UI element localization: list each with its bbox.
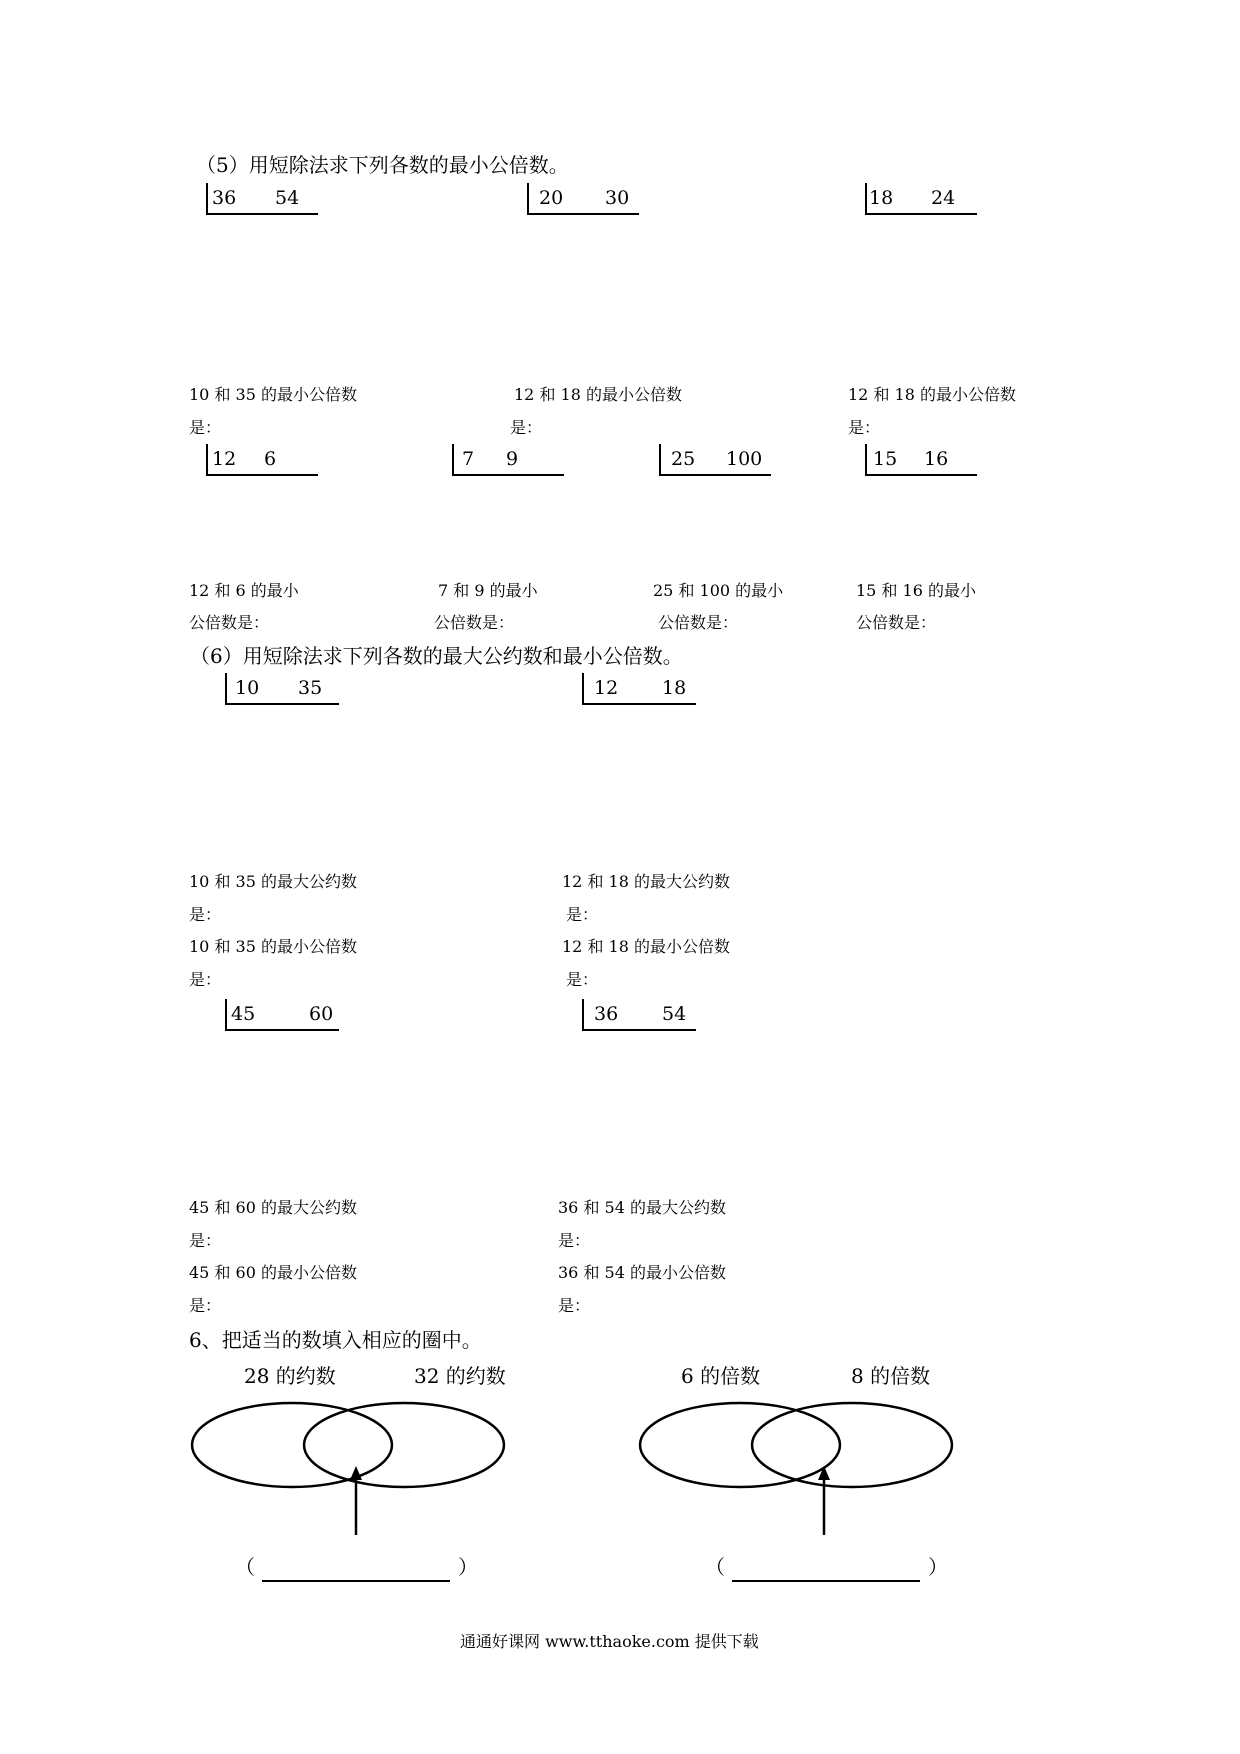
section6-heading: （6）用短除法求下列各数的最大公约数和最小公倍数。 [190, 644, 683, 668]
section5-heading: （5）用短除法求下列各数的最小公倍数。 [196, 153, 569, 177]
short-division-box [527, 183, 639, 215]
division-number-b: 30 [605, 187, 630, 209]
answer-prompt: 是： [510, 418, 543, 437]
answer-prompt: 10 和 35 的最小公倍数 [189, 385, 357, 404]
division-number-a: 45 [231, 1003, 256, 1025]
short-division-box [206, 183, 318, 215]
short-division-box [225, 999, 339, 1031]
answer-prompt: 是： [566, 905, 599, 924]
division-number-b: 6 [264, 448, 277, 470]
short-division-box [865, 444, 977, 476]
answer-prompt: 45 和 60 的最大公约数 [189, 1198, 357, 1217]
division-number-a: 7 [462, 448, 475, 470]
division-number-a: 12 [594, 677, 619, 699]
question6-heading: 6、把适当的数填入相应的圈中。 [189, 1328, 482, 1352]
answer-prompt: 公倍数是： [856, 613, 937, 632]
division-number-a: 12 [212, 448, 237, 470]
answer-prompt: 12 和 18 的最大公约数 [562, 872, 730, 891]
short-division-box [582, 999, 696, 1031]
division-number-b: 54 [275, 187, 300, 209]
answer-prompt: 是： [848, 418, 881, 437]
division-number-a: 15 [873, 448, 898, 470]
venn-diagram [628, 1400, 1008, 1540]
division-number-b: 9 [506, 448, 519, 470]
answer-prompt: 7 和 9 的最小 [438, 581, 538, 600]
division-number-a: 25 [671, 448, 696, 470]
answer-prompt: 12 和 18 的最小公倍数 [562, 937, 730, 956]
division-number-a: 36 [212, 187, 237, 209]
close-paren: ） [928, 1555, 948, 1579]
answer-prompt: 15 和 16 的最小 [856, 581, 976, 600]
answer-prompt: 是： [566, 970, 599, 989]
venn-circle-a [192, 1403, 392, 1487]
arrow-head-icon [818, 1466, 830, 1480]
answer-prompt: 10 和 35 的最小公倍数 [189, 937, 357, 956]
short-division-box [225, 673, 339, 705]
answer-prompt: 是： [189, 1231, 222, 1250]
open-paren: （ [235, 1555, 255, 1579]
answer-blank[interactable] [262, 1580, 450, 1582]
short-division-box [865, 183, 977, 215]
answer-prompt: 是： [189, 970, 222, 989]
answer-prompt: 45 和 60 的最小公倍数 [189, 1263, 357, 1282]
short-division-box [452, 444, 564, 476]
division-number-a: 20 [539, 187, 564, 209]
answer-prompt: 是： [189, 1296, 222, 1315]
division-number-b: 18 [662, 677, 687, 699]
venn-circle-b [304, 1403, 504, 1487]
close-paren: ） [458, 1555, 478, 1579]
venn-label-b: 8 的倍数 [851, 1364, 931, 1388]
venn-circle-b [752, 1403, 952, 1487]
answer-prompt: 12 和 6 的最小 [189, 581, 299, 600]
venn-diagram [180, 1400, 560, 1540]
division-number-b: 16 [924, 448, 949, 470]
division-number-b: 100 [726, 448, 763, 470]
venn-circle-a [640, 1403, 840, 1487]
division-number-a: 36 [594, 1003, 619, 1025]
short-division-box [206, 444, 318, 476]
answer-prompt: 是： [189, 905, 222, 924]
answer-prompt: 12 和 18 的最小公倍数 [848, 385, 1016, 404]
short-division-box [659, 444, 771, 476]
division-number-a: 18 [869, 187, 894, 209]
answer-prompt: 是： [558, 1231, 591, 1250]
answer-blank[interactable] [732, 1580, 920, 1582]
division-number-b: 60 [309, 1003, 334, 1025]
answer-prompt: 10 和 35 的最大公约数 [189, 872, 357, 891]
arrow-head-icon [350, 1466, 362, 1480]
division-number-b: 35 [298, 677, 323, 699]
answer-prompt: 公倍数是： [658, 613, 739, 632]
answer-prompt: 公倍数是： [189, 613, 270, 632]
venn-label-b: 32 的约数 [414, 1364, 506, 1388]
answer-prompt: 是： [558, 1296, 591, 1315]
division-number-b: 24 [931, 187, 956, 209]
answer-prompt: 36 和 54 的最大公约数 [558, 1198, 726, 1217]
answer-prompt: 是： [189, 418, 222, 437]
answer-prompt: 12 和 18 的最小公倍数 [514, 385, 682, 404]
division-number-b: 54 [662, 1003, 687, 1025]
answer-prompt: 36 和 54 的最小公倍数 [558, 1263, 726, 1282]
division-number-a: 10 [235, 677, 260, 699]
venn-label-a: 6 的倍数 [681, 1364, 761, 1388]
short-division-box [582, 673, 696, 705]
open-paren: （ [705, 1555, 725, 1579]
answer-prompt: 25 和 100 的最小 [653, 581, 784, 600]
venn-label-a: 28 的约数 [244, 1364, 336, 1388]
answer-prompt: 公倍数是： [434, 613, 515, 632]
footer-text: 通通好课网 www.tthaoke.com 提供下载 [460, 1632, 759, 1651]
